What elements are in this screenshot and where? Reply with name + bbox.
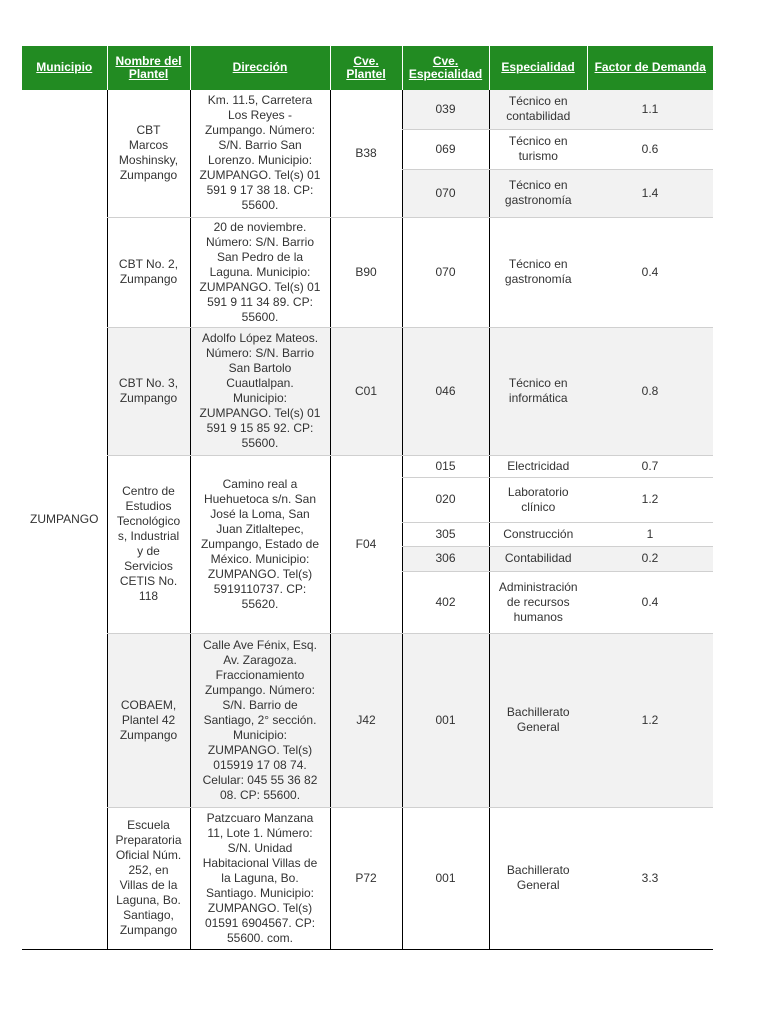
plantel-code: C01 bbox=[330, 327, 402, 455]
table-row bbox=[22, 327, 713, 455]
header-cve-plantel: Cve. Plantel bbox=[330, 46, 402, 90]
header-cve-especialidad: Cve. Especialidad bbox=[402, 46, 489, 90]
plantel-code: F04 bbox=[330, 455, 402, 633]
demand-factor: 0.7 bbox=[587, 455, 713, 477]
plantel-name: Centro de Estudios Tecnológico s, Industrial y de Servicios CETIS No. 118 bbox=[107, 455, 190, 633]
table-row bbox=[22, 90, 713, 129]
table-row bbox=[22, 217, 713, 327]
specialty-code: 039 bbox=[402, 90, 489, 129]
specialty-name: Técnico en gastronomía bbox=[489, 217, 587, 327]
table-row bbox=[22, 807, 713, 949]
header-row bbox=[22, 46, 713, 90]
header-especialidad: Especialidad bbox=[489, 46, 587, 90]
plantel-address: Camino real a Huehuetoca s/n. San José la Loma, San Juan Zitlaltepec, Zumpango, Estado de México. Municipio: ZUMPANGO. Tel(s) 5919110737. CP: 55620. bbox=[190, 455, 330, 633]
demand-factor: 1.2 bbox=[587, 633, 713, 807]
specialty-name: Construcción bbox=[489, 522, 587, 546]
specialty-code: 015 bbox=[402, 455, 489, 477]
plantel-name: CBT No. 2, Zumpango bbox=[107, 217, 190, 327]
specialty-code: 306 bbox=[402, 546, 489, 571]
specialty-name: Contabilidad bbox=[489, 546, 587, 571]
plantel-address: Patzcuaro Manzana 11, Lote 1. Número: S/N. Unidad Habitacional Villas de la Laguna, Bo. Santiago. Municipio: ZUMPANGO. Tel(s) 01591 6904567. CP: 55600. com. bbox=[190, 807, 330, 949]
demand-factor: 1.4 bbox=[587, 169, 713, 217]
specialty-code: 305 bbox=[402, 522, 489, 546]
specialty-name: Técnico en informática bbox=[489, 327, 587, 455]
demand-factor: 0.8 bbox=[587, 327, 713, 455]
demand-factor: 0.6 bbox=[587, 129, 713, 169]
demand-factor: 0.4 bbox=[587, 217, 713, 327]
specialty-name: Laboratorio clínico bbox=[489, 477, 587, 522]
specialty-code: 070 bbox=[402, 169, 489, 217]
specialty-code: 069 bbox=[402, 129, 489, 169]
header-direccion: Dirección bbox=[190, 46, 330, 90]
plantel-code: B90 bbox=[330, 217, 402, 327]
demand-factor: 1.1 bbox=[587, 90, 713, 129]
specialty-code: 001 bbox=[402, 807, 489, 949]
specialty-name: Bachillerato General bbox=[489, 807, 587, 949]
demand-factor: 1.2 bbox=[587, 477, 713, 522]
municipio-cell: ZUMPANGO bbox=[22, 90, 107, 949]
plantel-name: CBT Marcos Moshinsky, Zumpango bbox=[107, 90, 190, 217]
demand-factor: 3.3 bbox=[587, 807, 713, 949]
specialty-code: 046 bbox=[402, 327, 489, 455]
plantel-address: 20 de noviembre. Número: S/N. Barrio San Pedro de la Laguna. Municipio: ZUMPANGO. Tel(s) 01 591 9 11 34 89. CP: 55600. bbox=[190, 217, 330, 327]
specialty-code: 020 bbox=[402, 477, 489, 522]
demand-factor: 1 bbox=[587, 522, 713, 546]
plantel-name: COBAEM, Plantel 42 Zumpango bbox=[107, 633, 190, 807]
plantel-code: B38 bbox=[330, 90, 402, 217]
specialty-code: 001 bbox=[402, 633, 489, 807]
plantel-name: CBT No. 3, Zumpango bbox=[107, 327, 190, 455]
plantel-name: Escuela Preparatoria Oficial Núm. 252, en Villas de la Laguna, Bo. Santiago, Zumpango bbox=[107, 807, 190, 949]
table-row bbox=[22, 633, 713, 807]
demand-factor: 0.4 bbox=[587, 571, 713, 633]
specialty-code: 402 bbox=[402, 571, 489, 633]
specialty-code: 070 bbox=[402, 217, 489, 327]
plantel-code: P72 bbox=[330, 807, 402, 949]
header-nombre-plantel: Nombre del Plantel bbox=[107, 46, 190, 90]
header-municipio: Municipio bbox=[22, 46, 107, 90]
demand-table bbox=[22, 46, 713, 950]
specialty-name: Bachillerato General bbox=[489, 633, 587, 807]
table-row bbox=[22, 455, 713, 477]
specialty-name: Técnico en gastronomía bbox=[489, 169, 587, 217]
header-factor-demanda: Factor de Demanda bbox=[587, 46, 713, 90]
plantel-address: Adolfo López Mateos. Número: S/N. Barrio San Bartolo Cuautlalpan. Municipio: ZUMPANGO. Tel(s) 01 591 9 15 85 92. CP: 55600. bbox=[190, 327, 330, 455]
specialty-name: Técnico en turismo bbox=[489, 129, 587, 169]
demand-factor: 0.2 bbox=[587, 546, 713, 571]
specialty-name: Administración de recursos humanos bbox=[489, 571, 587, 633]
specialty-name: Electricidad bbox=[489, 455, 587, 477]
plantel-code: J42 bbox=[330, 633, 402, 807]
plantel-address: Calle Ave Fénix, Esq. Av. Zaragoza. Fraccionamiento Zumpango. Número: S/N. Barrio de Santiago, 2° sección. Municipio: ZUMPANGO. Tel(s) 015919 17 08 74. Celular: 045 55 36 82 08. CP: 55600. bbox=[190, 633, 330, 807]
specialty-name: Técnico en contabilidad bbox=[489, 90, 587, 129]
plantel-address: Km. 11.5, Carretera Los Reyes - Zumpango. Número: S/N. Barrio San Lorenzo. Municipio: ZUMPANGO. Tel(s) 01 591 9 17 38 18. CP: 55600. bbox=[190, 90, 330, 217]
